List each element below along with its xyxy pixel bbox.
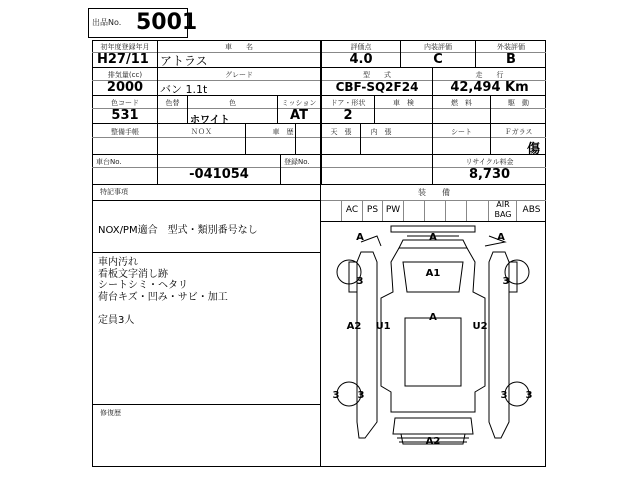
- notes-text: NOX/PM適合 型式・類別番号なし: [98, 225, 258, 236]
- damage-mark: 3: [357, 390, 365, 401]
- damage-mark: A: [429, 232, 437, 243]
- comment-line: 定員3人: [98, 314, 135, 326]
- model-value: CBF-SQ2F24: [335, 80, 419, 94]
- displacement-value: 2000: [106, 80, 144, 95]
- history-label: 車 歴: [272, 128, 294, 136]
- damage-mark: 3: [332, 390, 340, 401]
- sunroof-label: 天 張: [330, 128, 352, 136]
- equip-abs: ABS: [522, 205, 541, 215]
- equip-ps: PS: [366, 205, 379, 215]
- color-code-label: 色コード: [111, 99, 139, 107]
- score-label: 評価点: [350, 43, 372, 51]
- equip-airbag: AIR BAG: [494, 200, 512, 219]
- doors-value: 2: [343, 108, 353, 123]
- recycle-value: 8,730: [468, 167, 511, 182]
- damage-mark: 3: [502, 276, 510, 287]
- grade-value: バン 1.1t: [160, 83, 208, 96]
- car-name-label: 車 名: [225, 43, 253, 51]
- displacement-label: 排気量(cc): [107, 71, 143, 79]
- exterior-value: B: [506, 52, 516, 67]
- grade-label: グレード: [225, 71, 253, 79]
- damage-mark: A: [356, 232, 364, 243]
- lot-number-label: 出品No.: [92, 18, 122, 27]
- glass-label: Ｆガラス: [504, 128, 533, 136]
- comment-line: 荷台キズ・凹み・サビ・加工: [98, 291, 228, 303]
- interior-label: 内装評価: [424, 43, 452, 51]
- seat-label: シート: [451, 128, 472, 136]
- notes-label: 特記事項: [100, 188, 128, 196]
- comment-line: [98, 303, 228, 315]
- cargo-bed: [405, 318, 461, 386]
- mileage-value: 42,494 Km: [450, 80, 529, 95]
- damage-mark: A: [497, 232, 505, 243]
- mission-value: AT: [290, 108, 308, 123]
- right-mirror: [509, 262, 517, 292]
- damage-mark: A2: [425, 436, 441, 447]
- lot-number: 5001: [136, 10, 198, 35]
- doors-label: ドア・形状: [330, 99, 366, 107]
- exterior-label: 外装評価: [497, 43, 525, 51]
- interior-value: C: [433, 52, 443, 67]
- front-bumper-left: [361, 236, 381, 246]
- damage-mark: U1: [375, 321, 391, 332]
- nox-label: ＮＯＸ: [191, 128, 212, 136]
- color-label: 色: [229, 99, 236, 107]
- comments-block: [98, 257, 228, 326]
- inspection-label: 車 検: [393, 99, 414, 107]
- car-diagram: [321, 222, 545, 466]
- equip-ac: AC: [345, 205, 359, 215]
- color-code-value: 531: [111, 108, 139, 123]
- comment-line: 車内汚れ: [98, 257, 138, 268]
- damage-mark: 3: [525, 390, 533, 401]
- mileage-label: 走 行: [475, 71, 504, 79]
- model-label: 型 式: [363, 71, 391, 79]
- repair-label: 修復歴: [100, 409, 121, 417]
- damage-mark: 3: [356, 276, 364, 287]
- interior-trim-label: 内 張: [370, 128, 392, 136]
- damage-mark: A2: [346, 321, 362, 332]
- chassis-label: 車台No.: [96, 158, 122, 166]
- car-name-value: アトラス: [160, 54, 208, 68]
- equip-pw: PW: [385, 205, 401, 215]
- rear-outline: [393, 418, 473, 434]
- drive-label: 駆 動: [508, 99, 529, 107]
- equipment-label: 装 備: [418, 188, 450, 197]
- manual-label: 整備手帳: [111, 128, 139, 136]
- recycle-label: リサイクル料金: [465, 158, 514, 166]
- chassis-value: -041054: [189, 167, 249, 182]
- reg-no-label: 登録No.: [284, 158, 310, 166]
- color-change-label: 色替: [165, 99, 180, 107]
- mission-label: ミッション: [281, 99, 317, 107]
- year-label: 初年度登録年月: [100, 43, 150, 51]
- damage-mark: U2: [472, 321, 488, 332]
- damage-mark: A: [429, 312, 437, 323]
- glass-value: 傷: [526, 142, 540, 157]
- fuel-label: 燃 料: [451, 99, 472, 107]
- score-value: 4.0: [349, 52, 373, 67]
- color-value: ホワイト: [190, 115, 230, 126]
- damage-mark: 3: [500, 390, 508, 401]
- comment-line: 看板文字消し跡: [98, 268, 168, 280]
- year-value: H27/11: [97, 52, 149, 67]
- damage-mark: A1: [425, 268, 441, 279]
- comment-line: シートシミ・ヘタリ: [98, 280, 188, 291]
